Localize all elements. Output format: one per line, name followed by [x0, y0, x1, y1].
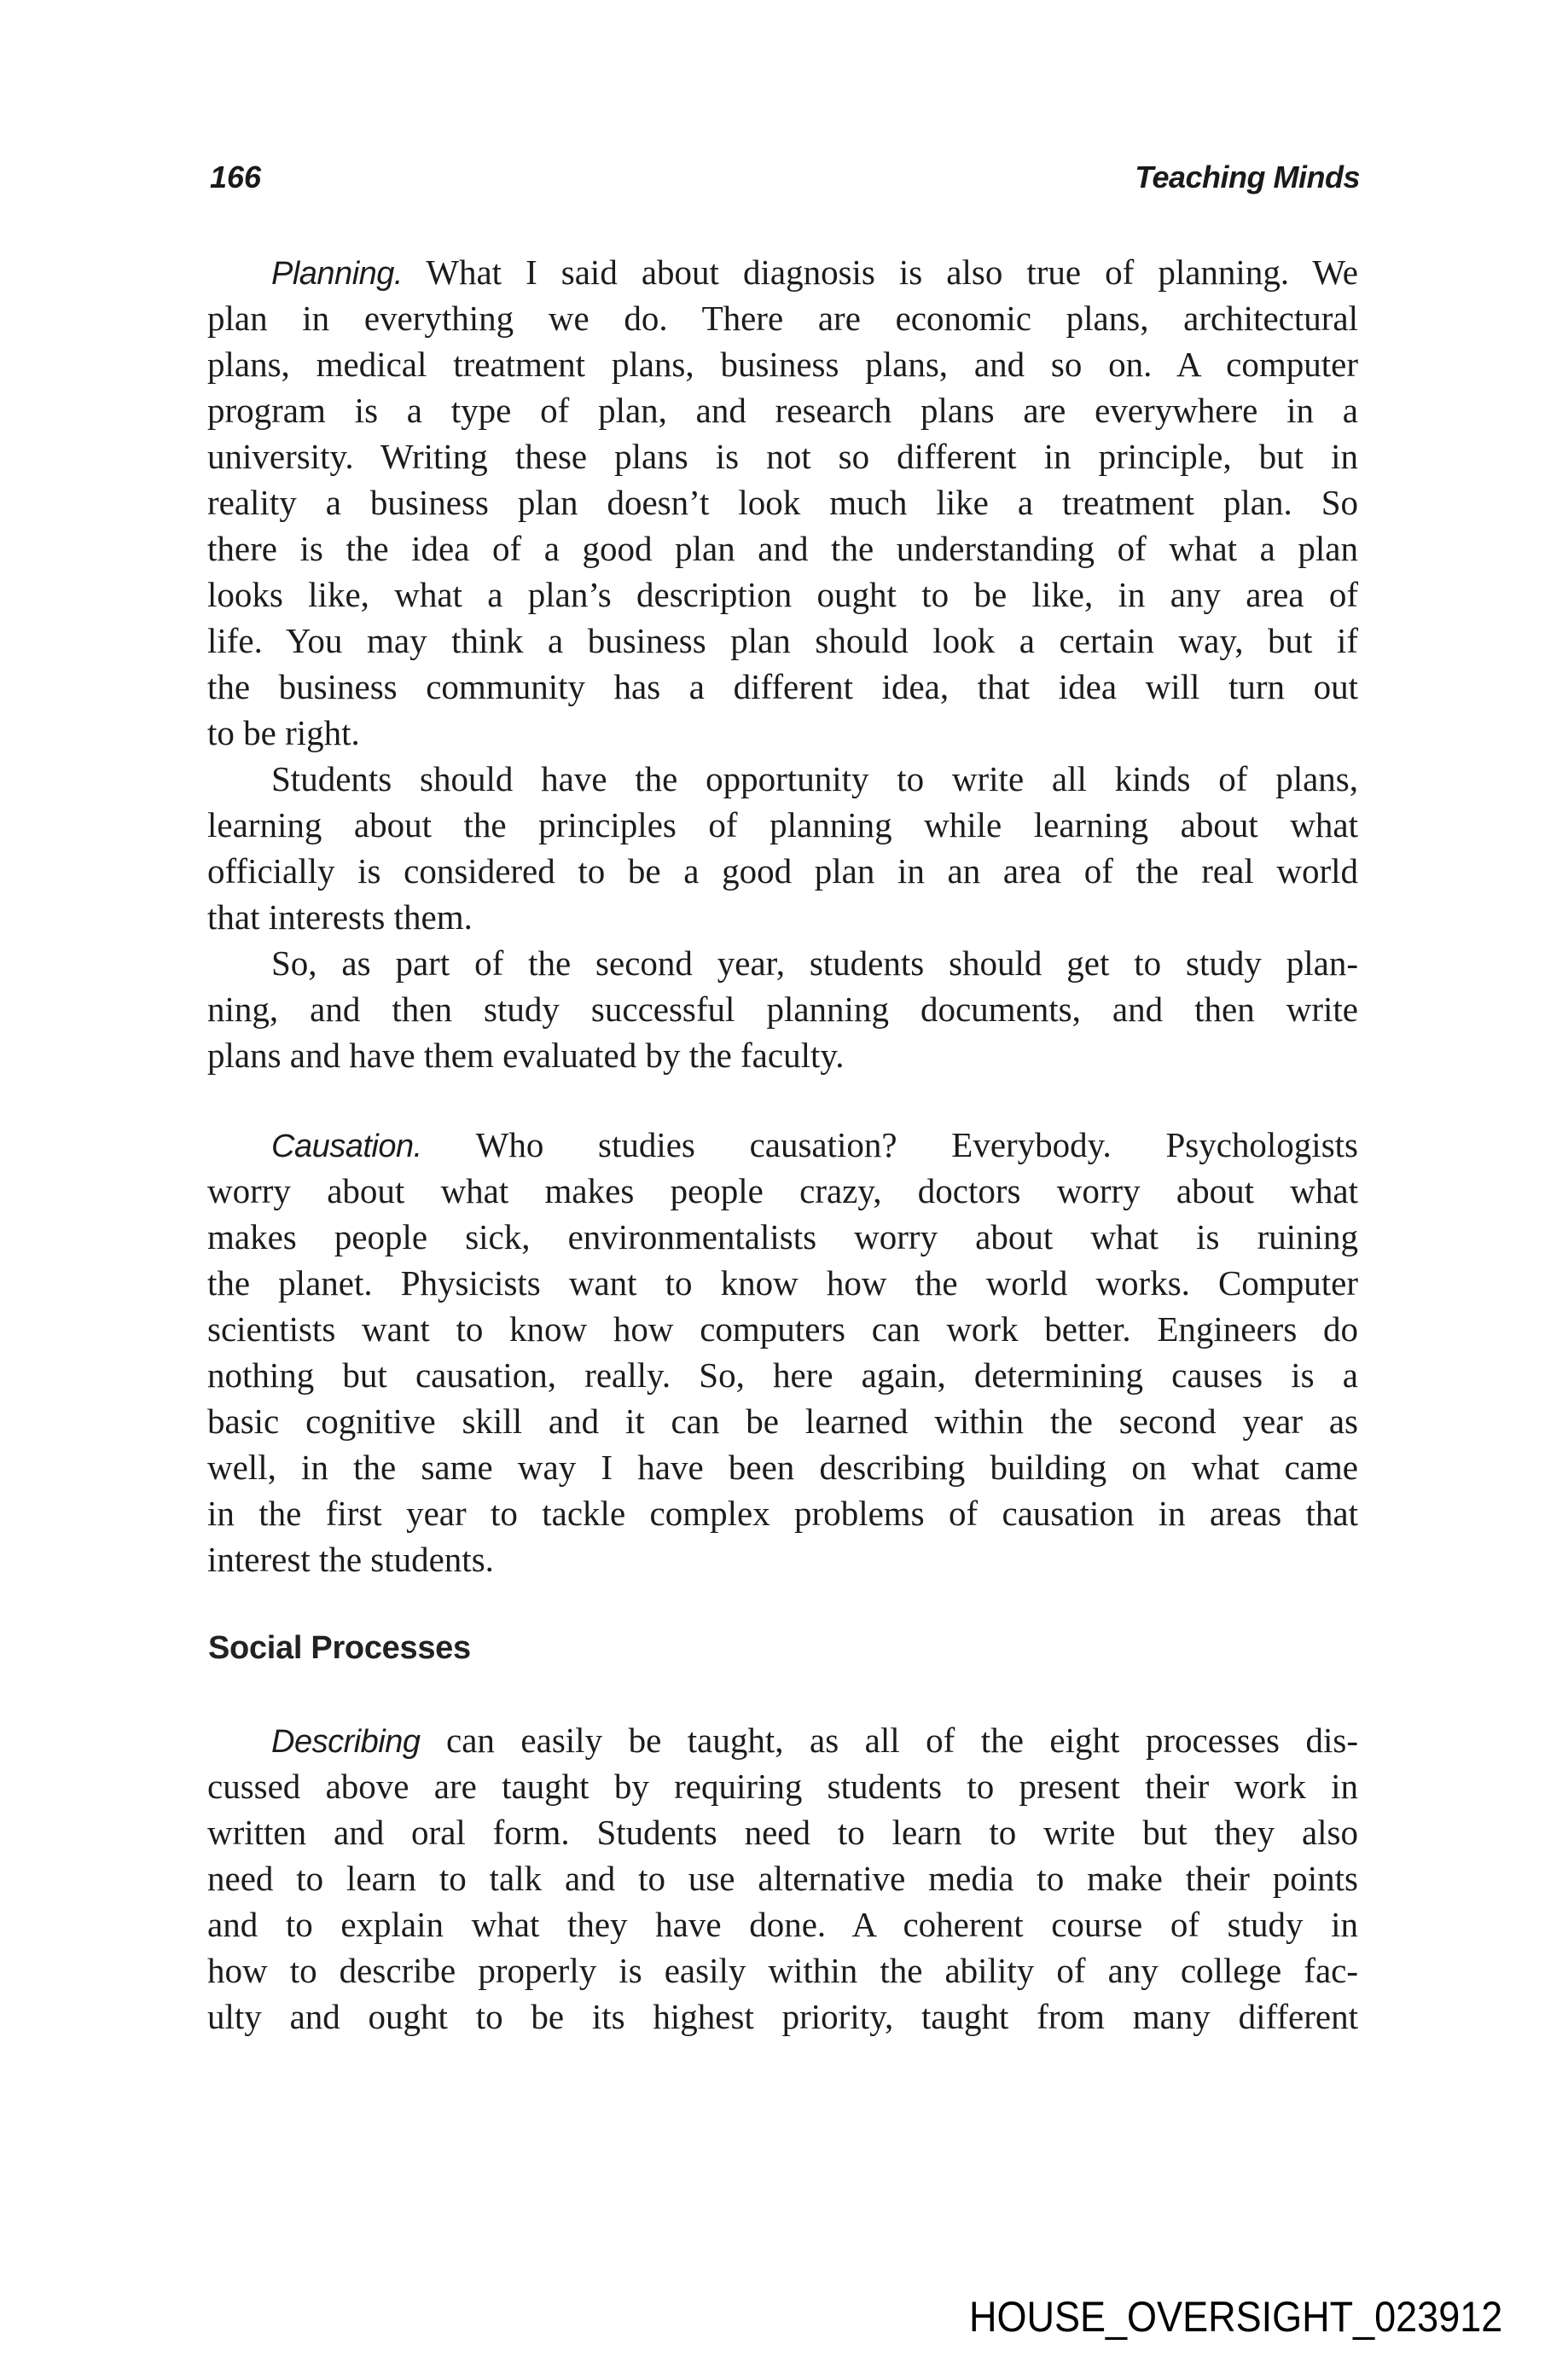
text-line: interest the students. — [207, 1540, 494, 1579]
text-line: ning, and then study successful planning documents, and then write — [207, 989, 1358, 1029]
text-line: program is a type of plan, and research plans are everywhere in a — [207, 391, 1358, 430]
text-line: reality a business plan doesn’t look much like a treatment plan. So — [207, 483, 1358, 522]
text-line: there is the idea of a good plan and the understanding of what a plan — [207, 529, 1358, 568]
text-line: Causation. Who studies causation? Everybody. Psychologists — [271, 1125, 1358, 1164]
text-line: how to describe properly is easily within the ability of any college fac- — [207, 1951, 1358, 1990]
text-line: plan in everything we do. There are economic plans, architectural — [207, 299, 1358, 338]
text-line: worry about what makes people crazy, doctors worry about what — [207, 1171, 1358, 1210]
text-line: basic cognitive skill and it can be learned within the second year as — [207, 1402, 1358, 1441]
page-number: 166 — [210, 160, 262, 194]
text-line: officially is considered to be a good plan in an area of the real world — [207, 851, 1358, 891]
text-line: the planet. Physicists want to know how the world works. Computer — [207, 1263, 1358, 1303]
text-line: looks like, what a plan’s description ought to be like, in any area of — [207, 575, 1358, 614]
bates-stamp: HOUSE_OVERSIGHT_023912 — [969, 2293, 1503, 2341]
text-line: Students should have the opportunity to write all kinds of plans, — [271, 759, 1358, 798]
text-line: in the first year to tackle complex problems of causation in areas that — [207, 1494, 1358, 1533]
text-line: that interests them. — [207, 897, 473, 937]
text-line: written and oral form. Students need to learn to write but they also — [207, 1813, 1358, 1852]
text-line: scientists want to know how computers can work better. Engineers do — [207, 1309, 1358, 1349]
text-line: plans, medical treatment plans, business plans, and so on. A computer — [207, 345, 1358, 384]
text-line: cussed above are taught by requiring students to present their work in — [207, 1767, 1358, 1806]
text-line: and to explain what they have done. A coherent course of study in — [207, 1905, 1358, 1944]
text-line: So, as part of the second year, students should get to study plan- — [271, 943, 1358, 983]
text-line: nothing but causation, really. So, here again, determining causes is a — [207, 1355, 1358, 1395]
text-line: ulty and ought to be its highest priority, taught from many different — [207, 1997, 1358, 2036]
text-line: to be right. — [207, 713, 360, 752]
runin-heading-planning: Planning. — [271, 256, 403, 292]
runin-heading-causation: Causation. — [271, 1129, 422, 1164]
text-line: well, in the same way I have been describing building on what came — [207, 1448, 1358, 1487]
text-line: life. You may think a business plan should look a certain way, but if — [207, 621, 1358, 660]
running-head-title: Teaching Minds — [1135, 160, 1360, 194]
text-line: Planning. What I said about diagnosis is also true of planning. We — [271, 252, 1358, 292]
text-line: plans and have them evaluated by the faculty. — [207, 1036, 845, 1075]
section-heading: Social Processes — [208, 1630, 471, 1666]
runin-heading-describing: Describing — [271, 1724, 421, 1760]
text-line: Describing can easily be taught, as all of the eight processes dis- — [271, 1721, 1358, 1760]
text-line: learning about the principles of planning while learning about what — [207, 805, 1358, 844]
text-line: university. Writing these plans is not so different in principle, but in — [207, 437, 1358, 476]
text-line: makes people sick, environmentalists worry about what is ruining — [207, 1217, 1358, 1256]
text-line: the business community has a different idea, that idea will turn out — [207, 667, 1358, 706]
text-line: need to learn to talk and to use alternative media to make their points — [207, 1859, 1358, 1898]
